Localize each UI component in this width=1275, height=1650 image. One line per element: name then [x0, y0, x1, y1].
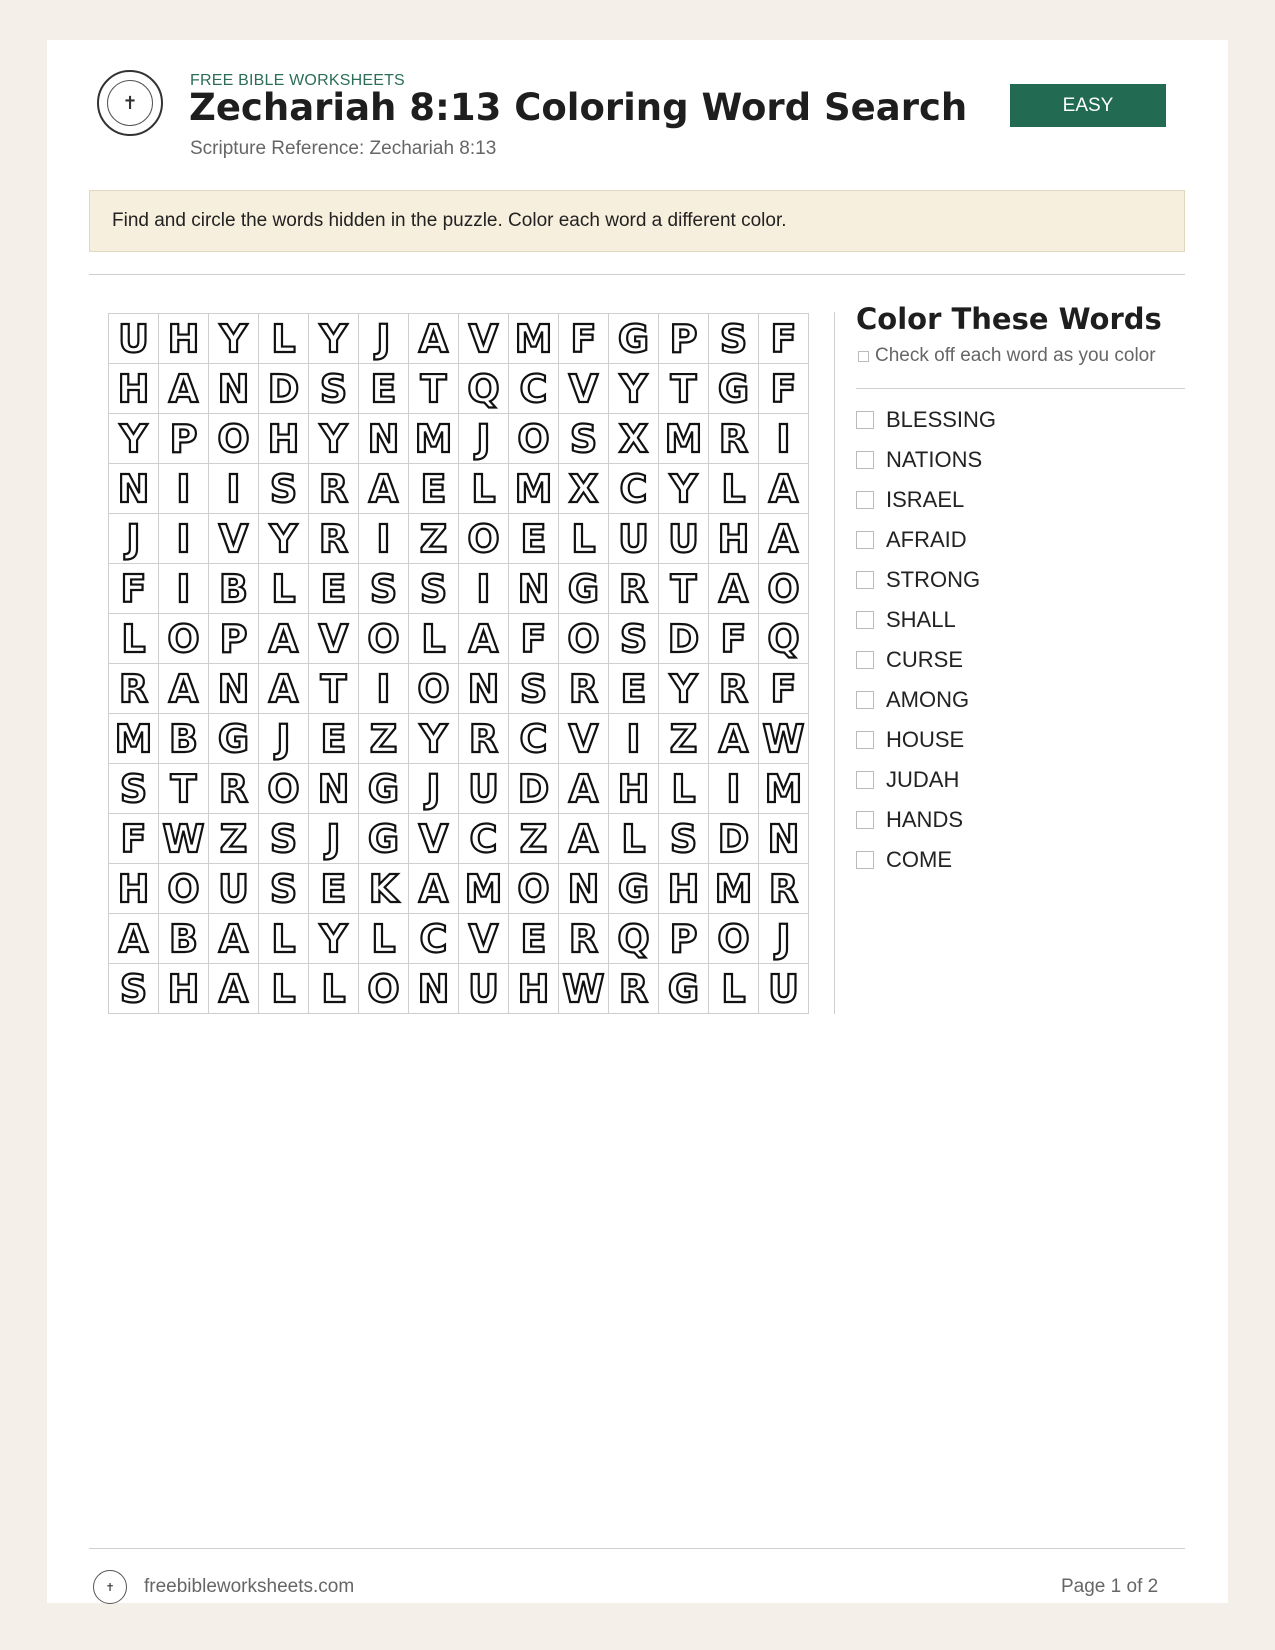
checkbox[interactable] [856, 771, 874, 789]
grid-cell[interactable]: S [259, 464, 309, 514]
checkbox[interactable] [856, 811, 874, 829]
grid-cell[interactable]: O [159, 864, 209, 914]
grid-cell[interactable]: R [559, 914, 609, 964]
grid-cell[interactable]: C [509, 714, 559, 764]
word-item [856, 800, 996, 840]
grid-cell[interactable]: S [109, 764, 159, 814]
grid-cell[interactable]: L [709, 964, 759, 1014]
grid-cell[interactable]: O [159, 614, 209, 664]
word-list-title: Color These Words [856, 302, 1162, 336]
grid-cell[interactable]: F [509, 614, 559, 664]
grid-cell[interactable]: U [209, 864, 259, 914]
grid-cell[interactable]: D [259, 364, 309, 414]
grid-cell[interactable]: R [309, 464, 359, 514]
grid-cell[interactable]: L [659, 764, 709, 814]
grid-cell[interactable]: G [209, 714, 259, 764]
grid-cell[interactable]: A [559, 814, 609, 864]
grid-cell[interactable]: G [609, 314, 659, 364]
word-item [856, 400, 996, 440]
grid-cell[interactable]: D [659, 614, 709, 664]
word-item [856, 600, 996, 640]
grid-cell[interactable]: Y [309, 314, 359, 364]
checkbox[interactable] [856, 691, 874, 709]
grid-cell[interactable]: S [709, 314, 759, 364]
grid-cell[interactable]: P [659, 314, 709, 364]
grid-cell[interactable]: H [659, 864, 709, 914]
word-label: AMONG [886, 687, 970, 712]
grid-cell[interactable]: F [109, 564, 159, 614]
grid-cell[interactable]: C [609, 464, 659, 514]
checkbox[interactable] [856, 611, 874, 629]
grid-cell[interactable]: T [409, 364, 459, 414]
grid-cell[interactable]: W [759, 714, 809, 764]
word-search-grid [108, 313, 809, 1014]
grid-cell[interactable]: L [359, 914, 409, 964]
grid-cell[interactable]: X [609, 414, 659, 464]
grid-cell[interactable]: I [459, 564, 509, 614]
grid-cell[interactable]: E [409, 464, 459, 514]
grid-cell[interactable]: P [659, 914, 709, 964]
grid-cell[interactable]: L [459, 464, 509, 514]
grid-cell[interactable]: R [109, 664, 159, 714]
grid-cell[interactable]: R [759, 864, 809, 914]
grid-cell[interactable]: O [759, 564, 809, 614]
grid-cell[interactable]: I [209, 464, 259, 514]
grid-cell[interactable]: N [209, 664, 259, 714]
grid-cell[interactable]: R [209, 764, 259, 814]
bible-book-icon: ✝ [107, 80, 153, 126]
grid-cell[interactable]: A [459, 614, 509, 664]
grid-cell[interactable]: R [609, 964, 659, 1014]
word-item [856, 640, 996, 680]
grid-cell[interactable]: L [259, 314, 309, 364]
instructions-box [89, 190, 1185, 252]
grid-cell[interactable]: H [159, 314, 209, 364]
grid-cell[interactable]: A [759, 464, 809, 514]
word-list-subtitle [858, 345, 1156, 367]
grid-cell[interactable]: X [559, 464, 609, 514]
grid-cell[interactable]: G [559, 564, 609, 614]
checkbox[interactable] [856, 531, 874, 549]
grid-cell[interactable]: C [459, 814, 509, 864]
word-item [856, 560, 996, 600]
grid-cell[interactable]: N [209, 364, 259, 414]
grid-cell[interactable]: J [359, 314, 409, 364]
word-label: BLESSING [886, 407, 997, 432]
footer-logo: ✝ [93, 1570, 127, 1604]
grid-cell[interactable]: B [159, 914, 209, 964]
grid-cell[interactable]: H [259, 414, 309, 464]
word-item [856, 520, 996, 560]
word-label: ISRAEL [886, 487, 965, 512]
instructions-text: Find and circle the words hidden in the puzzle. Color each word a different color. [112, 210, 787, 231]
word-label: HOUSE [886, 727, 965, 752]
grid-cell[interactable]: A [559, 764, 609, 814]
grid-cell[interactable]: A [759, 514, 809, 564]
grid-cell[interactable]: Y [409, 714, 459, 764]
grid-cell[interactable]: S [559, 414, 609, 464]
grid-cell[interactable]: Q [459, 364, 509, 414]
grid-cell[interactable]: Z [509, 814, 559, 864]
grid-cell[interactable]: A [409, 314, 459, 364]
grid-cell[interactable]: Q [759, 614, 809, 664]
grid-cell[interactable]: U [109, 314, 159, 364]
grid-cell[interactable]: A [209, 914, 259, 964]
checkbox[interactable] [856, 651, 874, 669]
grid-cell[interactable]: J [459, 414, 509, 464]
grid-cell[interactable]: A [109, 914, 159, 964]
grid-cell[interactable]: O [509, 864, 559, 914]
grid-cell[interactable]: O [409, 664, 459, 714]
grid-cell[interactable]: Z [659, 714, 709, 764]
grid-cell[interactable]: T [659, 564, 709, 614]
grid-cell[interactable]: L [609, 814, 659, 864]
grid-cell[interactable]: G [659, 964, 709, 1014]
word-item [856, 440, 996, 480]
grid-cell[interactable]: S [259, 814, 309, 864]
word-label: SHALL [886, 607, 956, 632]
grid-cell[interactable]: P [209, 614, 259, 664]
grid-cell[interactable]: D [709, 814, 759, 864]
grid-cell[interactable]: N [309, 764, 359, 814]
grid-cell[interactable]: J [759, 914, 809, 964]
grid-cell[interactable]: P [159, 414, 209, 464]
grid-cell[interactable]: I [159, 564, 209, 614]
grid-cell[interactable]: U [659, 514, 709, 564]
grid-cell[interactable]: R [559, 664, 609, 714]
grid-cell[interactable]: S [409, 564, 459, 614]
footer-site: freebibleworksheets.com [144, 1576, 355, 1597]
grid-cell[interactable]: L [259, 914, 309, 964]
grid-cell[interactable]: M [459, 864, 509, 914]
grid-cell[interactable]: C [409, 914, 459, 964]
grid-cell[interactable]: R [609, 564, 659, 614]
grid-cell[interactable]: O [359, 614, 409, 664]
grid-cell[interactable]: E [509, 914, 559, 964]
grid-cell[interactable]: T [159, 764, 209, 814]
grid-cell[interactable]: N [409, 964, 459, 1014]
grid-cell[interactable]: M [509, 314, 559, 364]
grid-cell[interactable]: E [309, 564, 359, 614]
word-label: AFRAID [886, 527, 967, 552]
grid-cell[interactable]: A [409, 864, 459, 914]
grid-cell[interactable]: U [609, 514, 659, 564]
word-item [856, 480, 996, 520]
grid-cell[interactable]: A [159, 364, 209, 414]
grid-cell[interactable]: V [559, 364, 609, 414]
grid-cell[interactable]: A [209, 964, 259, 1014]
grid-cell[interactable]: R [709, 664, 759, 714]
word-item [856, 760, 996, 800]
grid-cell[interactable]: I [609, 714, 659, 764]
grid-cell[interactable]: W [559, 964, 609, 1014]
word-label: JUDAH [886, 767, 960, 792]
word-list [856, 400, 996, 880]
grid-cell[interactable]: M [109, 714, 159, 764]
grid-cell[interactable]: G [609, 864, 659, 914]
grid-cell[interactable]: A [259, 614, 309, 664]
grid-cell[interactable]: G [709, 364, 759, 414]
grid-cell[interactable]: R [459, 714, 509, 764]
grid-cell[interactable]: O [509, 414, 559, 464]
grid-cell[interactable]: F [559, 314, 609, 364]
scripture-reference: Scripture Reference: Zechariah 8:13 [190, 138, 497, 159]
grid-cell[interactable]: B [159, 714, 209, 764]
grid-cell[interactable]: N [359, 414, 409, 464]
grid-cell[interactable]: Y [659, 464, 709, 514]
logo [97, 70, 163, 136]
grid-cell[interactable]: I [159, 464, 209, 514]
word-label: STRONG [886, 567, 981, 592]
grid-cell[interactable]: U [459, 764, 509, 814]
grid-cell[interactable]: S [659, 814, 709, 864]
checkbox[interactable] [856, 451, 874, 469]
grid-cell[interactable]: L [709, 464, 759, 514]
grid-cell[interactable]: V [409, 814, 459, 864]
checkbox[interactable] [856, 491, 874, 509]
divider [856, 388, 1185, 389]
word-list-subtitle-text: Check off each word as you color [875, 345, 1156, 366]
grid-cell[interactable]: S [109, 964, 159, 1014]
grid-cell[interactable]: V [209, 514, 259, 564]
grid-cell[interactable]: J [259, 714, 309, 764]
grid-cell[interactable]: B [209, 564, 259, 614]
grid-cell[interactable]: Y [259, 514, 309, 564]
grid-cell[interactable]: S [359, 564, 409, 614]
grid-cell[interactable]: R [709, 414, 759, 464]
grid-cell[interactable]: L [409, 614, 459, 664]
grid-cell[interactable]: A [359, 464, 409, 514]
checkbox[interactable] [856, 731, 874, 749]
page-number: Page 1 of 2 [1061, 1576, 1159, 1597]
grid-cell[interactable]: M [759, 764, 809, 814]
grid-cell[interactable]: S [309, 364, 359, 414]
page-title: Zechariah 8:13 Coloring Word Search [189, 86, 968, 129]
grid-cell[interactable]: D [509, 764, 559, 814]
word-item [856, 680, 996, 720]
grid-cell[interactable]: C [509, 364, 559, 414]
grid-cell[interactable]: M [709, 864, 759, 914]
grid-cell[interactable]: Y [209, 314, 259, 364]
word-label: HANDS [886, 807, 964, 832]
grid-cell[interactable]: K [359, 864, 409, 914]
worksheet-page [47, 40, 1228, 1603]
grid-cell[interactable]: I [759, 414, 809, 464]
grid-cell[interactable]: F [759, 664, 809, 714]
checkbox[interactable] [856, 571, 874, 589]
grid-cell[interactable]: O [559, 614, 609, 664]
grid-cell[interactable]: A [259, 664, 309, 714]
grid-cell[interactable]: I [159, 514, 209, 564]
grid-cell[interactable]: O [709, 914, 759, 964]
grid-cell[interactable]: U [759, 964, 809, 1014]
grid-cell[interactable]: F [759, 364, 809, 414]
word-label: CURSE [886, 647, 964, 672]
grid-cell[interactable]: Z [409, 514, 459, 564]
grid-cell[interactable]: H [159, 964, 209, 1014]
grid-cell[interactable]: L [259, 564, 309, 614]
grid-cell[interactable]: G [359, 814, 409, 864]
grid-cell[interactable]: T [309, 664, 359, 714]
grid-cell[interactable]: E [359, 364, 409, 414]
grid-cell[interactable]: V [459, 314, 509, 364]
grid-cell[interactable]: E [309, 864, 359, 914]
grid-cell[interactable]: L [259, 964, 309, 1014]
grid-cell[interactable]: N [559, 864, 609, 914]
grid-cell[interactable]: M [409, 414, 459, 464]
grid-cell[interactable]: N [509, 564, 559, 614]
grid-cell[interactable]: O [359, 964, 409, 1014]
word-label: COME [886, 847, 952, 872]
divider [89, 274, 1185, 275]
word-label: NATIONS [886, 447, 983, 472]
word-item [856, 720, 996, 760]
grid-cell[interactable]: S [609, 614, 659, 664]
grid-cell[interactable]: Y [609, 364, 659, 414]
grid-cell[interactable]: A [159, 664, 209, 714]
grid-cell[interactable]: I [359, 514, 409, 564]
grid-cell[interactable]: N [109, 464, 159, 514]
grid-cell[interactable]: H [109, 864, 159, 914]
grid-cell[interactable]: W [159, 814, 209, 864]
grid-cell[interactable]: L [109, 614, 159, 664]
grid-cell[interactable]: V [309, 614, 359, 664]
grid-cell[interactable]: T [659, 364, 709, 414]
grid-cell[interactable]: N [459, 664, 509, 714]
checkbox[interactable] [856, 851, 874, 869]
grid-cell[interactable]: E [509, 514, 559, 564]
grid-cell[interactable]: Z [209, 814, 259, 864]
grid-cell[interactable]: M [659, 414, 709, 464]
grid-cell[interactable]: J [309, 814, 359, 864]
grid-cell[interactable]: H [709, 514, 759, 564]
checkbox[interactable] [856, 411, 874, 429]
grid-cell[interactable]: L [559, 514, 609, 564]
grid-cell[interactable]: A [709, 714, 759, 764]
grid-cell[interactable]: F [709, 614, 759, 664]
grid-cell[interactable]: H [509, 964, 559, 1014]
brand-name: FREE BIBLE WORKSHEETS [190, 72, 405, 89]
grid-cell[interactable]: F [109, 814, 159, 864]
difficulty-badge: EASY [1010, 84, 1166, 127]
grid-cell[interactable]: H [109, 364, 159, 414]
grid-cell[interactable]: F [759, 314, 809, 364]
footer-divider [89, 1548, 1185, 1549]
grid-cell[interactable]: U [459, 964, 509, 1014]
grid-cell[interactable]: Q [609, 914, 659, 964]
grid-cell[interactable]: I [709, 764, 759, 814]
grid-cell[interactable]: Y [309, 414, 359, 464]
grid-cell[interactable]: S [509, 664, 559, 714]
grid-cell[interactable]: V [559, 714, 609, 764]
grid-cell[interactable]: O [209, 414, 259, 464]
grid-cell[interactable]: H [609, 764, 659, 814]
word-item [856, 840, 996, 880]
grid-cell[interactable]: J [109, 514, 159, 564]
grid-cell[interactable]: A [709, 564, 759, 614]
grid-cell[interactable]: E [309, 714, 359, 764]
grid-cell[interactable]: I [359, 664, 409, 714]
grid-cell[interactable]: O [459, 514, 509, 564]
grid-cell[interactable]: J [409, 764, 459, 814]
grid-cell[interactable]: R [309, 514, 359, 564]
grid-cell[interactable]: G [359, 764, 409, 814]
checkbox-icon [858, 351, 869, 362]
grid-cell[interactable]: Y [659, 664, 709, 714]
grid-cell[interactable]: V [459, 914, 509, 964]
grid-cell[interactable]: Y [309, 914, 359, 964]
grid-cell[interactable]: S [259, 864, 309, 914]
grid-cell[interactable]: M [509, 464, 559, 514]
column-divider [834, 312, 835, 1014]
grid-cell[interactable]: N [759, 814, 809, 864]
grid-cell[interactable]: E [609, 664, 659, 714]
grid-cell[interactable]: Z [359, 714, 409, 764]
grid-cell[interactable]: O [259, 764, 309, 814]
grid-cell[interactable]: Y [109, 414, 159, 464]
grid-cell[interactable]: L [309, 964, 359, 1014]
